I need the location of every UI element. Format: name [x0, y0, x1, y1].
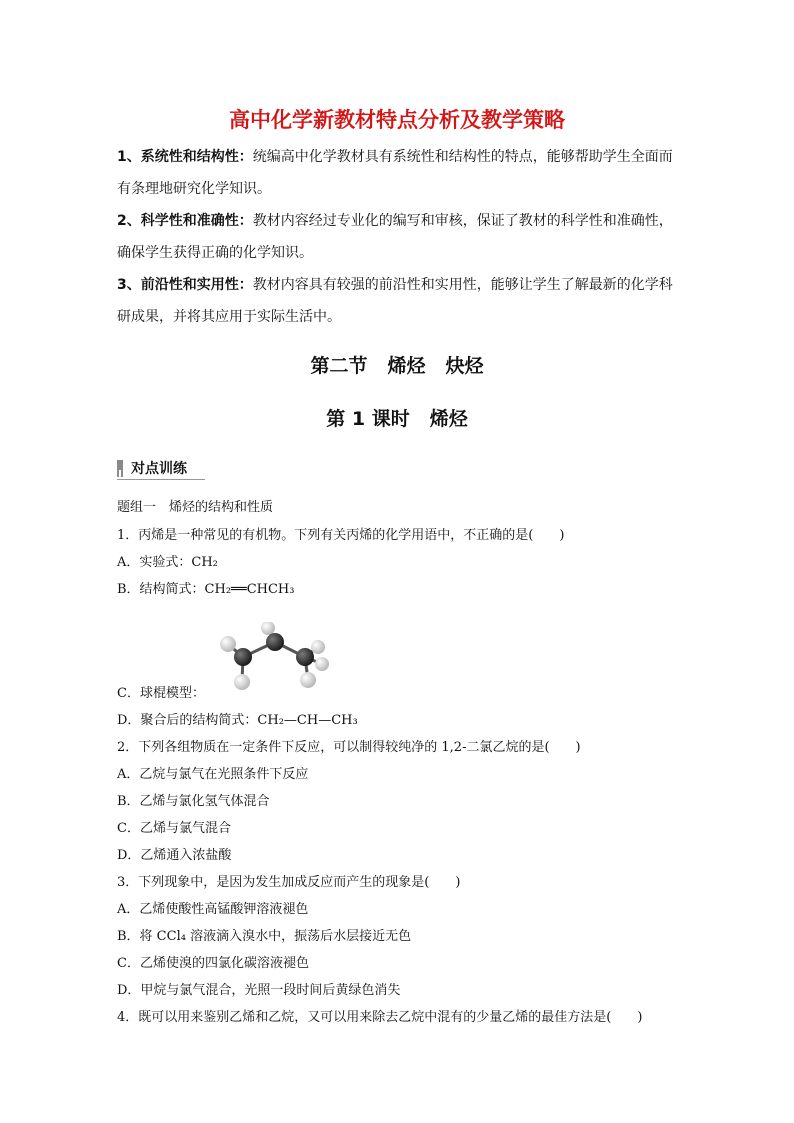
q1-stem: 1．丙烯是一种常见的有机物。下列有关丙烯的化学用语中，不正确的是( ): [117, 528, 565, 543]
group-title: 题组一 烯烃的结构和性质: [117, 500, 274, 515]
intro-text-1a: 统编高中化学教材具有系统性和结构性的特点，能够帮助学生全面而: [252, 149, 673, 165]
carbon-atom: [266, 633, 284, 651]
q2-stem: 2．下列各组物质在一定条件下反应，可以制得较纯净的 1,2-二氯乙烷的是( ): [117, 740, 581, 755]
practice-label-text: 对点训练: [131, 461, 187, 477]
hydrogen-atom: [315, 657, 329, 671]
page-title: 高中化学新教材特点分析及教学策略: [229, 108, 565, 132]
q3-stem: 3．下列现象中，是因为发生加成反应而产生的现象是( ): [117, 875, 461, 890]
hydrogen-atom: [311, 640, 325, 654]
lesson-number: 第 1 课时: [326, 408, 410, 430]
lesson-topic: 烯烃: [429, 408, 468, 430]
q1-option-c: C．球棍模型：: [117, 686, 205, 701]
intro-label-2: 2、科学性和准确性：: [117, 213, 253, 229]
intro-paragraph-3: [117, 269, 687, 333]
q3-option-d: D．甲烷与氯气混合，光照一段时间后黄绿色消失: [117, 983, 401, 998]
intro-text-1b: 有条理地研究化学知识。: [117, 181, 271, 197]
intro-text-2a: 教材内容经过专业化的编写和审核，保证了教材的科学性和准确性，: [252, 213, 673, 229]
q2-option-a: A．乙烷与氯气在光照条件下反应: [117, 767, 309, 782]
intro-paragraph-2: [117, 205, 687, 269]
intro-label-1: 1、系统性和结构性：: [117, 149, 253, 165]
ball-and-stick-model-image: [210, 622, 340, 692]
hydrogen-atom: [234, 674, 250, 690]
hydrogen-atom: [300, 672, 316, 688]
intro-text-3b: 研成果，并将其应用于实际生活中。: [117, 309, 341, 325]
section-topic-1: 烯烃: [387, 355, 426, 377]
q3-option-b: B．将 CCl₄ 溶液滴入溴水中，振荡后水层接近无色: [117, 929, 412, 944]
intro-text-3a: 教材内容具有较强的前沿性和实用性，能够让学生了解最新的化学科: [252, 277, 673, 293]
carbon-atom: [234, 648, 252, 666]
carbon-atom: [296, 648, 314, 666]
section-heading: [0, 351, 794, 378]
section-topic-2: 炔烃: [445, 355, 484, 377]
q3-option-c: C．乙烯使溴的四氯化碳溶液褪色: [117, 956, 309, 971]
lesson-heading: [0, 404, 794, 431]
intro-label-3: 3、前沿性和实用性：: [117, 277, 253, 293]
intro-paragraph-1: [117, 141, 687, 205]
q2-option-d: D．乙烯通入浓盐酸: [117, 848, 232, 863]
q2-option-c: C．乙烯与氯气混合: [117, 821, 231, 836]
hydrogen-atom: [220, 636, 236, 652]
divider: [117, 479, 205, 480]
q1-option-a: A．实验式：CH₂: [117, 555, 218, 570]
q3-option-a: A．乙烯使酸性高锰酸钾溶液褪色: [117, 902, 309, 917]
q4-stem: 4．既可以用来鉴别乙烯和乙烷，又可以用来除去乙烷中混有的少量乙烯的最佳方法是( ): [117, 1010, 643, 1025]
q2-option-b: B．乙烯与氯化氢气体混合: [117, 794, 270, 809]
q1-option-b: B．结构简式：CH₂══CHCH₃: [117, 582, 295, 597]
q1-option-d: D．聚合后的结构简式：CH₂—CH—CH₃: [117, 713, 358, 728]
intro-text-2b: 确保学生获得正确的化学知识。: [117, 245, 313, 261]
hydrogen-atom: [261, 622, 275, 635]
section-number: 第二节: [310, 355, 368, 377]
